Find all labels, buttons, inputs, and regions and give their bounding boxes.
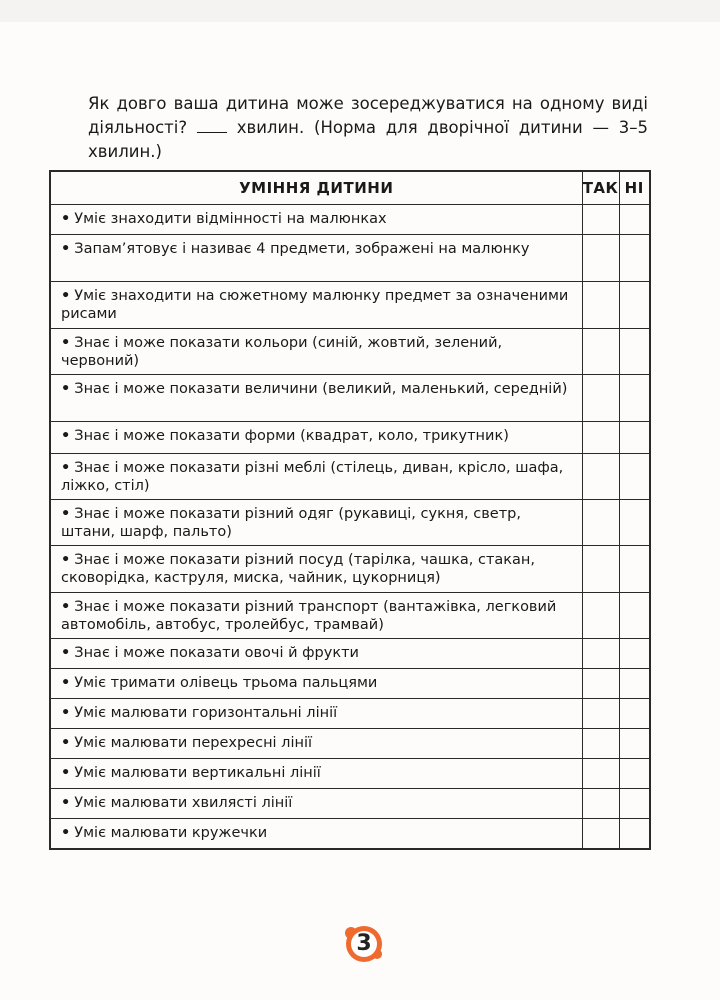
no-checkbox-cell[interactable] — [619, 454, 650, 500]
skill-cell — [50, 759, 582, 789]
bullet-icon: • — [61, 241, 71, 257]
no-checkbox-cell[interactable] — [619, 669, 650, 699]
header-no: НІ — [619, 171, 650, 205]
yes-checkbox-cell[interactable] — [582, 205, 619, 235]
bullet-icon: • — [61, 645, 71, 661]
bullet-icon: • — [61, 428, 71, 444]
skills-checklist-table — [49, 170, 651, 850]
skill-text: Знає і може показати кольори (синій, жовтий, зелений, червоний) — [61, 335, 503, 369]
table-row — [50, 759, 650, 789]
no-checkbox-cell[interactable] — [619, 699, 650, 729]
bullet-icon: • — [61, 825, 71, 841]
skill-text: Уміє малювати перехресні лінії — [74, 735, 313, 751]
yes-checkbox-cell[interactable] — [582, 329, 619, 375]
intro-paragraph — [88, 92, 648, 164]
skill-cell — [50, 282, 582, 329]
bullet-icon: • — [61, 460, 71, 476]
skill-text: Знає і може показати форми (квадрат, коло, трикутник) — [74, 428, 509, 444]
skill-cell — [50, 819, 582, 849]
no-checkbox-cell[interactable] — [619, 593, 650, 639]
bullet-icon: • — [61, 675, 71, 691]
no-checkbox-cell[interactable] — [619, 235, 650, 282]
intro-unit-text: хвилин. (Норма для дворічної дитини — 3–5 хвилин.) — [88, 118, 649, 161]
table-row — [50, 639, 650, 669]
bullet-icon: • — [61, 765, 71, 781]
bullet-icon: • — [61, 506, 71, 522]
yes-checkbox-cell[interactable] — [582, 639, 619, 669]
skill-cell — [50, 205, 582, 235]
skill-text: Уміє малювати кружечки — [74, 825, 268, 841]
yes-checkbox-cell[interactable] — [582, 669, 619, 699]
table-row — [50, 699, 650, 729]
skill-text: Запам’ятовує і називає 4 предмети, зображені на малюнку — [74, 241, 530, 257]
minutes-blank — [197, 120, 227, 133]
skill-cell — [50, 329, 582, 375]
skill-cell — [50, 639, 582, 669]
table-row — [50, 593, 650, 639]
yes-checkbox-cell[interactable] — [582, 546, 619, 593]
bullet-icon: • — [61, 735, 71, 751]
skill-text: Уміє малювати горизонтальні лінії — [74, 705, 338, 721]
skill-cell — [50, 500, 582, 546]
no-checkbox-cell[interactable] — [619, 422, 650, 454]
no-checkbox-cell[interactable] — [619, 729, 650, 759]
skill-cell — [50, 375, 582, 422]
skill-cell — [50, 235, 582, 282]
no-checkbox-cell[interactable] — [619, 639, 650, 669]
table-row — [50, 235, 650, 282]
skill-cell — [50, 422, 582, 454]
skill-cell — [50, 454, 582, 500]
skill-text: Уміє знаходити на сюжетному малюнку предмет за означеними рисами — [61, 288, 569, 322]
table-row — [50, 729, 650, 759]
no-checkbox-cell[interactable] — [619, 282, 650, 329]
table-row — [50, 329, 650, 375]
no-checkbox-cell[interactable] — [619, 546, 650, 593]
skill-text: Знає і може показати різний транспорт (вантажівка, легковий автомобіль, автобус, тролейбус, трамвай) — [61, 599, 557, 633]
skill-cell — [50, 593, 582, 639]
bullet-icon: • — [61, 335, 71, 351]
bullet-icon: • — [61, 211, 71, 227]
table-row — [50, 454, 650, 500]
yes-checkbox-cell[interactable] — [582, 729, 619, 759]
yes-checkbox-cell[interactable] — [582, 789, 619, 819]
skill-text: Знає і може показати овочі й фрукти — [74, 645, 359, 661]
header-skill: УМІННЯ ДИТИНИ — [50, 171, 582, 205]
yes-checkbox-cell[interactable] — [582, 454, 619, 500]
skill-text: Уміє малювати вертикальні лінії — [74, 765, 321, 781]
table-row — [50, 375, 650, 422]
bullet-icon: • — [61, 288, 71, 304]
intro-question: Як довго ваша дитина може зосереджуватися на одному виді діяльності? — [88, 94, 648, 137]
page-top-edge — [0, 0, 720, 22]
no-checkbox-cell[interactable] — [619, 819, 650, 849]
skill-cell — [50, 789, 582, 819]
skill-text: Знає і може показати різний посуд (тарілка, чашка, стакан, сковорідка, каструля, миска, чайник, цукорниця) — [61, 552, 536, 586]
no-checkbox-cell[interactable] — [619, 375, 650, 422]
table-row — [50, 422, 650, 454]
no-checkbox-cell[interactable] — [619, 759, 650, 789]
skill-cell — [50, 699, 582, 729]
bullet-icon: • — [61, 552, 71, 568]
header-yes: ТАК — [582, 171, 619, 205]
page-number: 3 — [356, 931, 372, 956]
table-header-row — [50, 171, 650, 205]
skill-text: Уміє малювати хвилясті лінії — [74, 795, 293, 811]
yes-checkbox-cell[interactable] — [582, 819, 619, 849]
skill-text: Знає і може показати різні меблі (стілець, диван, крісло, шафа, ліжко, стіл) — [61, 460, 564, 494]
skill-cell — [50, 669, 582, 699]
bullet-icon: • — [61, 705, 71, 721]
yes-checkbox-cell[interactable] — [582, 235, 619, 282]
bullet-icon: • — [61, 381, 71, 397]
page-number-badge — [344, 924, 384, 964]
table-row — [50, 500, 650, 546]
skill-text: Уміє тримати олівець трьома пальцями — [74, 675, 378, 691]
no-checkbox-cell[interactable] — [619, 205, 650, 235]
yes-checkbox-cell[interactable] — [582, 699, 619, 729]
yes-checkbox-cell[interactable] — [582, 282, 619, 329]
skill-cell — [50, 546, 582, 593]
table-row — [50, 789, 650, 819]
table-row — [50, 205, 650, 235]
table-row — [50, 282, 650, 329]
skill-text: Знає і може показати різний одяг (рукавиці, сукня, светр, штани, шарф, пальто) — [61, 506, 521, 540]
yes-checkbox-cell[interactable] — [582, 593, 619, 639]
bullet-icon: • — [61, 599, 71, 615]
skill-text: Уміє знаходити відмінності на малюнках — [74, 211, 387, 227]
no-checkbox-cell[interactable] — [619, 500, 650, 546]
yes-checkbox-cell[interactable] — [582, 422, 619, 454]
skill-cell — [50, 729, 582, 759]
no-checkbox-cell[interactable] — [619, 789, 650, 819]
yes-checkbox-cell[interactable] — [582, 759, 619, 789]
table-row — [50, 819, 650, 849]
yes-checkbox-cell[interactable] — [582, 500, 619, 546]
table-row — [50, 669, 650, 699]
no-checkbox-cell[interactable] — [619, 329, 650, 375]
bullet-icon: • — [61, 795, 71, 811]
skill-text: Знає і може показати величини (великий, маленький, середній) — [74, 381, 568, 397]
yes-checkbox-cell[interactable] — [582, 375, 619, 422]
table-row — [50, 546, 650, 593]
